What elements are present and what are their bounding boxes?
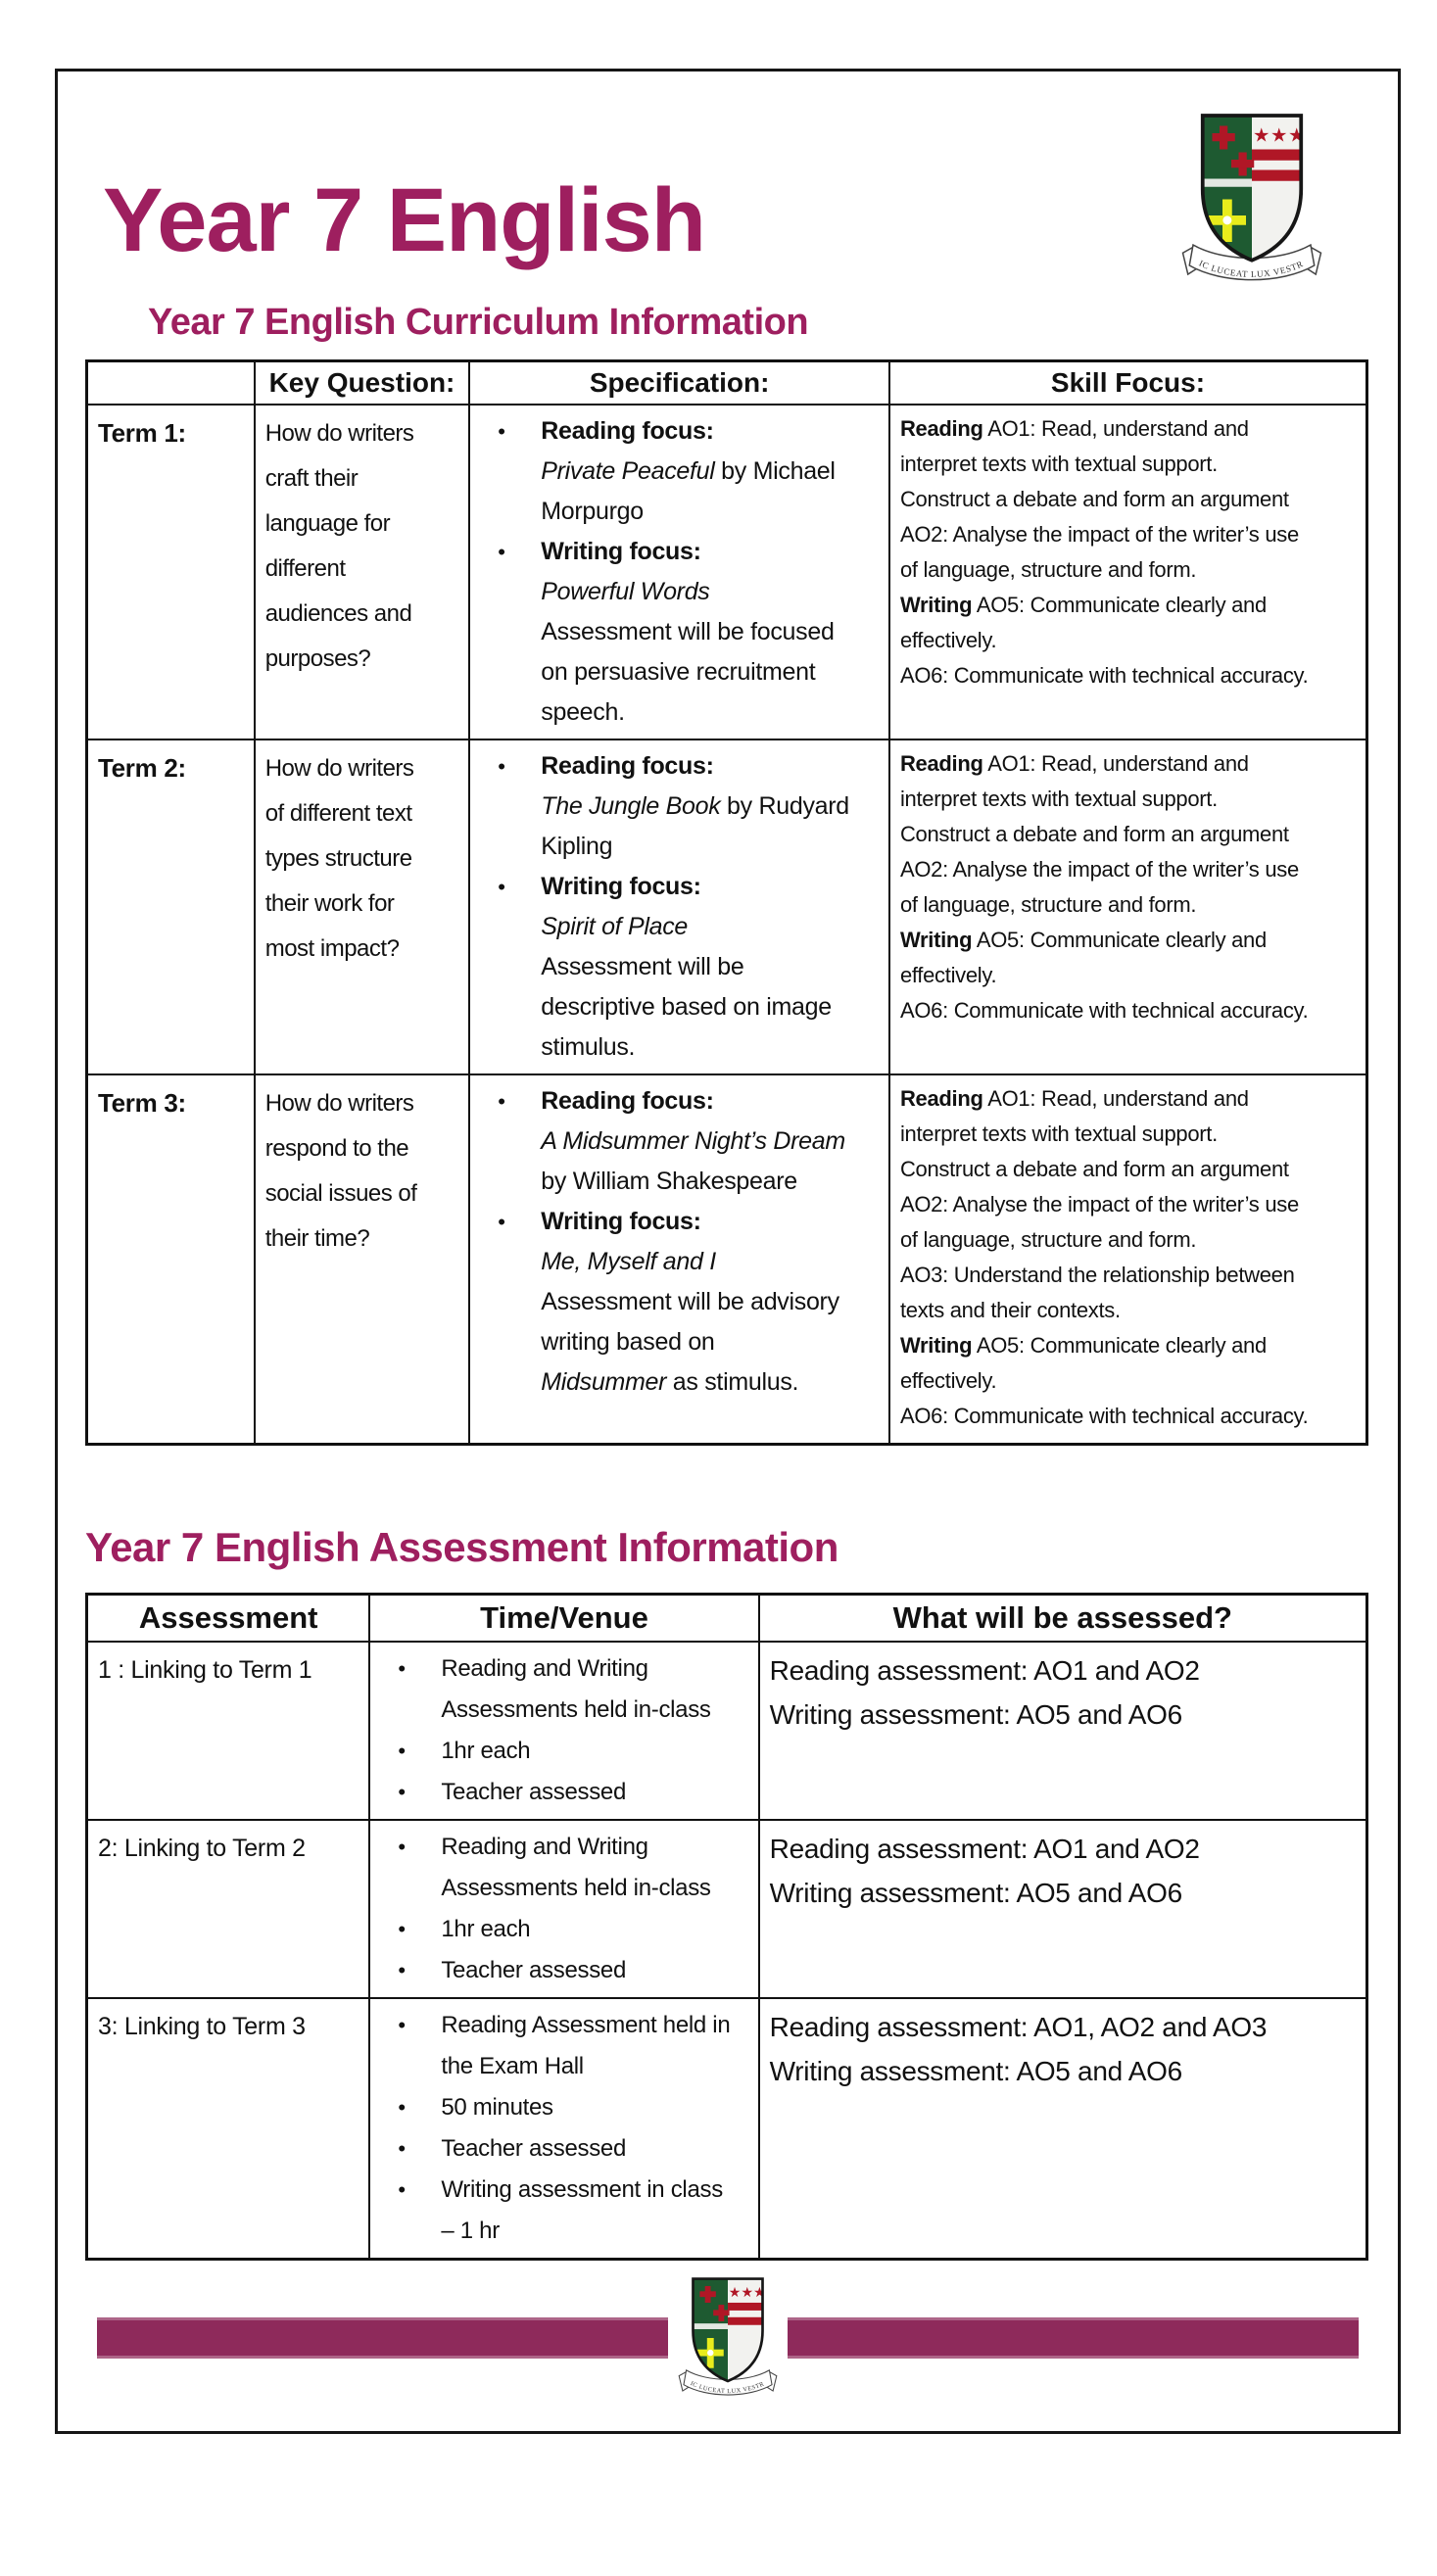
curriculum-table-header [87,360,1367,405]
text-run: Reading and Writing [441,1655,648,1683]
curriculum-row [87,1074,1367,1445]
cell-text [900,411,1356,693]
text-run: How do writers [264,1089,414,1117]
assessed-line [770,1871,1356,1915]
assessment-header-time-venue: Time/Venue [369,1595,758,1643]
key-question-line [265,411,459,456]
text-run: language for [264,509,391,537]
cell-text [380,2005,747,2252]
key-question-line [265,746,459,791]
text-run: Assessment will be advisory [541,1287,839,1315]
specification-line [541,572,879,612]
text-run: Morpurgo [541,497,644,525]
skill-focus-cell [889,739,1367,1074]
term-cell: Term 3: [87,1074,255,1445]
specification-line [541,1242,879,1282]
text-run: Writing focus: [541,537,701,565]
bullet-glyph: • [398,2013,406,2038]
assessed-cell [759,1998,1367,2260]
cell-text [480,746,879,1068]
skill-focus-line [900,1258,1356,1293]
specification-cell [469,1074,889,1445]
time-venue-line [398,2170,747,2211]
text-run: Writing assessment: AO5 and AO6 [769,1878,1182,1909]
text-run: Assessments held in-class [441,1875,711,1902]
key-question-line [265,1126,459,1171]
text-run: Writing assessment: AO5 and AO6 [769,1699,1182,1731]
text-run: 1hr each [441,1916,531,1943]
skill-focus-line [900,923,1356,958]
specification-line [541,1027,879,1068]
text-run: AO1: Read, understand and [982,1085,1249,1111]
text-run: AO6: Communicate with technical accuracy. [899,1403,1309,1428]
time-venue-line [441,1690,747,1731]
key-question-line [265,637,459,682]
footer-bar-left [97,2317,668,2359]
skill-focus-line [900,782,1356,817]
bullet-glyph: • [498,1209,505,1234]
text-run: their work for [264,889,395,917]
text-run: 1hr each [441,1738,531,1765]
key-question-line [265,836,459,882]
assessed-cell [759,1642,1367,1820]
curriculum-section-heading: Year 7 English Curriculum Information [148,301,809,343]
text-run: How do writers [264,419,414,447]
text-run: effectively. [899,627,997,652]
text-run: How do writers [264,754,414,782]
specification-line [541,987,879,1027]
text-run: descriptive based on image [541,992,832,1021]
text-run: speech. [541,697,625,726]
text-run: by Rudyard [720,791,849,820]
curriculum-row [87,739,1367,1074]
text-run: Kipling [541,832,613,860]
text-run: respond to the [264,1134,409,1162]
time-venue-cell [369,1998,758,2260]
specification-line [498,532,879,572]
assessed-line [770,1693,1356,1737]
text-run: Reading and Writing [441,1834,648,1861]
text-run: AO1: Read, understand and [982,750,1249,776]
specification-line [541,1322,879,1362]
skill-focus-line [900,1399,1356,1434]
text-run: Reading [899,750,983,776]
document-page [55,69,1401,2434]
text-run: as stimulus. [666,1367,799,1396]
key-question-cell [255,739,470,1074]
text-run: their time? [264,1224,370,1252]
skill-focus-line [900,517,1356,552]
bullet-glyph: • [498,1088,505,1114]
assessed-line [770,2005,1356,2049]
key-question-line [265,791,459,836]
text-run: AO5: Communicate clearly and [972,1332,1267,1358]
text-run: craft their [264,464,359,492]
time-venue-line [398,1772,747,1813]
bullet-glyph: • [398,1780,406,1805]
time-venue-line [398,1648,747,1690]
assessment-label-cell: 2: Linking to Term 2 [87,1820,370,1998]
text-run: Reading focus: [541,416,714,445]
text-run: Writing assessment in class [441,2176,723,2204]
curriculum-table [85,359,1368,1447]
text-run: Teacher assessed [441,1957,626,1984]
specification-line [541,827,879,867]
time-venue-cell [369,1820,758,1998]
cell-text [770,1827,1356,1915]
text-run: Reading focus: [541,1086,714,1115]
footer-decoration [97,2272,1359,2404]
time-venue-line [398,1731,747,1772]
text-run: most impact? [264,934,400,962]
text-run: Spirit of Place [541,912,689,940]
text-run: Reading [899,1085,983,1111]
text-run: writing based on [541,1327,715,1356]
key-question-line [265,592,459,637]
text-run: Assessment will be focused [541,617,835,645]
text-run: AO5: Communicate clearly and [972,592,1267,617]
bullet-glyph: • [398,2177,406,2203]
text-run: of language, structure and form. [899,1226,1197,1252]
text-run: AO6: Communicate with technical accuracy. [899,997,1309,1023]
skill-focus-line [900,1328,1356,1363]
specification-line [541,1162,879,1202]
text-run: The Jungle Book [541,791,721,820]
text-run: Construct a debate and form an argument [899,821,1289,846]
cell-text [770,2005,1356,2093]
skill-focus-line [900,1117,1356,1152]
text-run: effectively. [899,1367,997,1393]
bullet-glyph: • [398,1917,406,1942]
time-venue-cell [369,1642,758,1820]
specification-line [541,947,879,987]
text-run: AO2: Analyse the impact of the writer’s use [899,856,1299,882]
text-run: interpret texts with textual support. [899,451,1218,476]
text-run: AO3: Understand the relationship between [899,1262,1295,1287]
skill-focus-line [900,1187,1356,1222]
text-run: of different text [264,799,412,827]
time-venue-line [398,2128,747,2170]
text-run: Private Peaceful [541,456,715,485]
text-run: AO2: Analyse the impact of the writer’s use [899,521,1299,547]
text-run: Teacher assessed [441,2135,626,2163]
time-venue-line [441,2211,747,2252]
text-run: Reading focus: [541,751,714,780]
text-run: Teacher assessed [441,1779,626,1806]
text-run: stimulus. [541,1032,636,1061]
text-run: Reading assessment: AO1, AO2 and AO3 [769,2012,1268,2043]
text-run: Writing focus: [541,1207,701,1235]
text-run: by Michael [714,456,836,485]
bullet-glyph: • [398,1958,406,1983]
skill-focus-line [900,447,1356,482]
assessment-header-row [87,1595,1367,1643]
specification-line [541,612,879,652]
skill-focus-cell [889,405,1367,739]
text-run: Writing [899,927,973,952]
time-venue-line [398,1827,747,1868]
specification-line [541,492,879,532]
text-run: on persuasive recruitment [541,657,816,686]
key-question-line [265,547,459,592]
time-venue-line [441,1868,747,1909]
school-crest-icon [1178,107,1325,292]
bullet-glyph: • [398,2136,406,2162]
text-run: effectively. [899,962,997,987]
text-run: Reading Assessment held in [441,2012,731,2039]
text-run: of language, structure and form. [899,556,1197,582]
text-run: Writing [899,1332,973,1358]
cell-text [900,1081,1356,1434]
cell-text [900,746,1356,1028]
key-question-cell [255,1074,470,1445]
cell-text [265,411,459,682]
text-run: – 1 hr [441,2218,500,2245]
assessment-row [87,1820,1367,1998]
assessment-header-assessed: What will be assessed? [759,1595,1367,1643]
text-run: AO2: Analyse the impact of the writer’s use [899,1191,1299,1216]
skill-focus-line [900,887,1356,923]
key-question-line [265,501,459,547]
skill-focus-line [900,958,1356,993]
text-run: Me, Myself and I [541,1247,716,1275]
text-run: interpret texts with textual support. [899,786,1218,811]
assessed-line [770,1827,1356,1871]
text-run: texts and their contexts. [899,1297,1121,1322]
specification-cell [469,405,889,739]
footer-bar-right [788,2317,1359,2359]
specification-line [541,787,879,827]
text-run: Construct a debate and form an argument [899,1156,1289,1181]
text-run: 50 minutes [441,2094,553,2122]
assessment-label-cell: 1 : Linking to Term 1 [87,1642,370,1820]
assessment-table [85,1593,1368,2261]
skill-focus-line [900,623,1356,658]
text-run: AO6: Communicate with technical accuracy. [899,662,1309,688]
specification-line [541,907,879,947]
text-run: Writing focus: [541,872,701,900]
key-question-line [265,1081,459,1126]
time-venue-line [441,2046,747,2087]
text-run: AO5: Communicate clearly and [972,927,1267,952]
bullet-glyph: • [498,753,505,779]
cell-text [380,1827,747,1991]
assessment-row [87,1998,1367,2260]
bullet-glyph: • [498,418,505,444]
text-run: purposes? [264,644,371,672]
skill-focus-line [900,658,1356,693]
curriculum-header-term [87,360,255,405]
assessment-row [87,1642,1367,1820]
text-run: Writing [899,592,973,617]
curriculum-header-specification: Specification: [469,360,889,405]
text-run: Writing assessment: AO5 and AO6 [769,2056,1182,2087]
key-question-line [265,882,459,927]
text-run: social issues of [264,1179,417,1207]
specification-line [541,1362,879,1403]
assessed-line [770,1648,1356,1693]
text-run: of language, structure and form. [899,891,1197,917]
bullet-glyph: • [498,539,505,564]
assessed-line [770,2049,1356,2093]
specification-cell [469,739,889,1074]
cell-text [480,1081,879,1403]
assessment-section-heading: Year 7 English Assessment Information [85,1524,838,1571]
cell-text [480,411,879,733]
skill-focus-line [900,552,1356,588]
assessment-table-header [87,1595,1367,1643]
curriculum-header-row [87,360,1367,405]
assessed-cell [759,1820,1367,1998]
time-venue-line [398,1909,747,1950]
text-run: Construct a debate and form an argument [899,486,1289,511]
specification-line [541,1282,879,1322]
term-cell: Term 2: [87,739,255,1074]
specification-line [498,1081,879,1121]
text-run: audiences and [264,599,412,627]
skill-focus-line [900,852,1356,887]
text-run: Assessments held in-class [441,1696,711,1724]
time-venue-line [398,2087,747,2128]
skill-focus-line [900,1363,1356,1399]
assessment-header-assessment: Assessment [87,1595,370,1643]
cell-text [380,1648,747,1813]
text-run: different [264,554,346,582]
skill-focus-line [900,817,1356,852]
text-run: types structure [264,844,412,872]
text-run: Reading assessment: AO1 and AO2 [769,1834,1200,1865]
bullet-glyph: • [398,1656,406,1682]
text-run: Reading assessment: AO1 and AO2 [769,1655,1200,1687]
bullet-glyph: • [398,1739,406,1764]
skill-focus-cell [889,1074,1367,1445]
time-venue-line [398,1950,747,1991]
skill-focus-line [900,1152,1356,1187]
text-run: interpret texts with textual support. [899,1121,1218,1146]
text-run: Reading [899,415,983,441]
text-run: Powerful Words [541,577,710,605]
skill-focus-line [900,1293,1356,1328]
specification-line [498,746,879,787]
curriculum-row [87,405,1367,739]
key-question-line [265,927,459,972]
text-run: A Midsummer Night’s Dream [541,1126,845,1155]
page-title: Year 7 English [103,170,705,270]
bullet-glyph: • [498,874,505,899]
text-run: AO1: Read, understand and [982,415,1249,441]
cell-text [265,746,459,972]
time-venue-line [398,2005,747,2046]
specification-line [541,652,879,692]
specification-line [498,411,879,452]
key-question-line [265,456,459,501]
key-question-line [265,1171,459,1216]
key-question-line [265,1216,459,1262]
text-run: Midsummer [541,1367,667,1396]
curriculum-header-key-question: Key Question: [255,360,470,405]
bullet-glyph: • [398,2095,406,2121]
skill-focus-line [900,1222,1356,1258]
skill-focus-line [900,746,1356,782]
specification-line [498,1202,879,1242]
cell-text [770,1648,1356,1737]
skill-focus-line [900,1081,1356,1117]
skill-focus-line [900,993,1356,1028]
text-run: by William Shakespeare [541,1167,797,1195]
cell-text [265,1081,459,1262]
term-cell: Term 1: [87,405,255,739]
specification-line [541,692,879,733]
skill-focus-line [900,411,1356,447]
assessment-label-cell: 3: Linking to Term 3 [87,1998,370,2260]
specification-line [541,1121,879,1162]
bullet-glyph: • [398,1835,406,1860]
text-run: Assessment will be [541,952,744,980]
text-run: the Exam Hall [441,2053,584,2080]
footer-crest-icon [676,2272,780,2404]
specification-line [541,452,879,492]
curriculum-header-skill-focus: Skill Focus: [889,360,1367,405]
skill-focus-line [900,482,1356,517]
specification-line [498,867,879,907]
skill-focus-line [900,588,1356,623]
key-question-cell [255,405,470,739]
